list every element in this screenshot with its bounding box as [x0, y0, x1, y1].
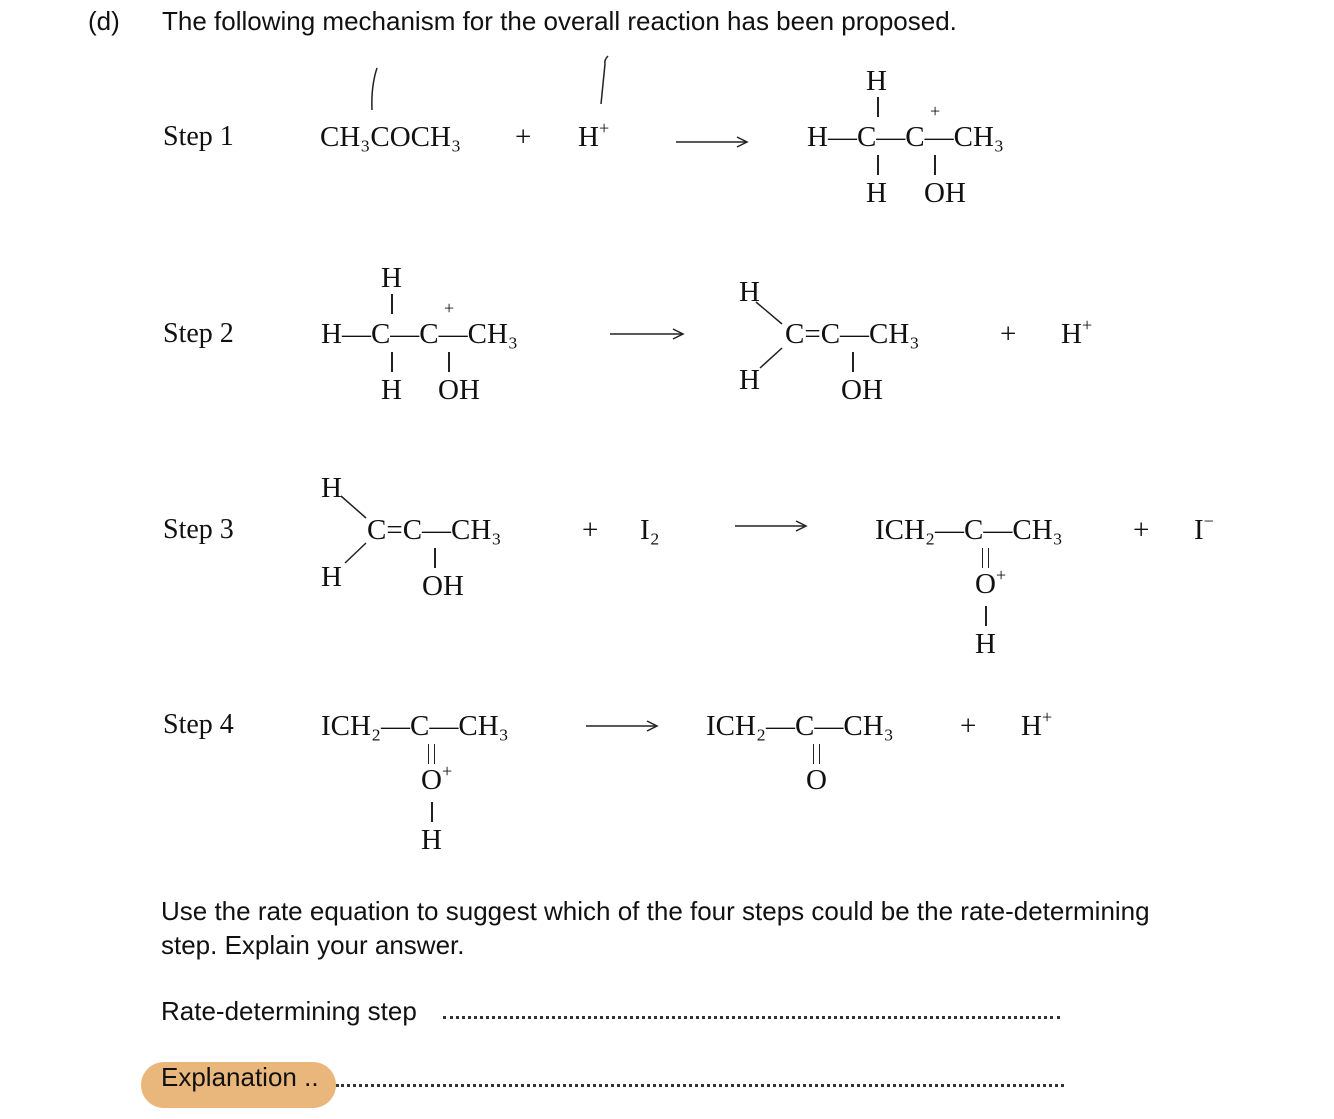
step2-reactant-charge: +: [444, 298, 455, 318]
arrow-step4: [586, 721, 657, 731]
step2-reactant-bottom-h: H: [381, 374, 402, 406]
explanation-answer-line[interactable]: [336, 1084, 1064, 1087]
step3-label: Step 3: [163, 514, 234, 545]
arrow-step2: [610, 329, 683, 339]
step4-reactant-double-bond: [428, 744, 435, 764]
step2-reactant-bond-bottom-h: [391, 352, 393, 372]
step2-product-proton: H+: [1061, 315, 1093, 350]
step4-product-double-bond: [813, 744, 820, 764]
pen-mark-1: [372, 68, 377, 110]
step3-plus1: +: [582, 514, 599, 546]
step4-reactant-main: ICH₂—C—CH₃: [321, 710, 509, 742]
prompt-line-2: step. Explain your answer.: [161, 930, 465, 960]
step2-reactant-bond-top: [391, 294, 393, 314]
rds-label: Rate-determining step: [161, 996, 417, 1026]
step1-product-oh: OH: [924, 177, 966, 209]
step2-product-upper-h: H: [739, 276, 760, 308]
step3-reactant-lower-h: H: [321, 561, 342, 593]
step4-product-main: ICH₂—C—CH₃: [706, 710, 894, 742]
step1-product-bottom-h: H: [866, 177, 887, 209]
step2-product-bond-oh: [852, 352, 854, 372]
step1-reactant-proton: H+: [578, 118, 610, 153]
bond-lower-h-step3: [345, 543, 366, 563]
step4-product-proton: H+: [1021, 707, 1053, 742]
intro-text: The following mechanism for the overall reaction has been proposed.: [162, 6, 957, 36]
part-label: (d): [88, 6, 120, 36]
step3-product-bond-oh: [985, 606, 987, 626]
step1-product-bond-bottom-h: [877, 155, 879, 175]
step2-reactant-main: H—C—C—CH₃: [321, 318, 519, 350]
step4-plus: +: [960, 710, 977, 742]
step3-reactant-iodine: I₂: [640, 514, 660, 546]
step3-reactant-main: C=C—CH₃: [367, 514, 502, 546]
step1-label: Step 1: [163, 121, 234, 152]
step3-reactant-upper-h: H: [321, 472, 342, 504]
step3-reactant-oh: OH: [422, 570, 464, 602]
bond-upper-h-step3: [341, 496, 366, 518]
step4-label: Step 4: [163, 709, 234, 740]
explanation-label: Explanation ..: [161, 1062, 319, 1092]
step4-product-oxygen: O: [806, 764, 827, 796]
step2-reactant-top-h: H: [381, 262, 402, 294]
step4-reactant-bond-oh: [431, 802, 433, 822]
step1-product-bond-top: [877, 97, 879, 117]
step1-product-charge: +: [930, 101, 941, 121]
step2-product-oh: OH: [841, 374, 883, 406]
step1-plus: +: [515, 121, 532, 153]
prompt-line-1: Use the rate equation to suggest which of the four steps could be the rate-determining: [161, 896, 1150, 926]
step3-product-double-bond: [982, 548, 989, 568]
arrow-step3: [735, 521, 806, 531]
step3-product-h: H: [975, 628, 996, 660]
step2-product-lower-h: H: [739, 364, 760, 396]
pen-mark-2: [601, 56, 608, 104]
step3-product-main: ICH₂—C—CH₃: [875, 514, 1063, 546]
step4-reactant-h: H: [421, 824, 442, 856]
step3-product-oxygen: O+: [975, 565, 1007, 600]
step4-reactant-oxygen: O+: [421, 761, 453, 796]
step2-reactant-bond-bottom-oh: [448, 352, 450, 372]
step1-product-bond-bottom-oh: [934, 155, 936, 175]
step1-reactant-acetone: CH₃COCH₃: [320, 121, 462, 153]
arrow-step1: [676, 137, 747, 147]
step3-product-iodide: I−: [1194, 511, 1214, 546]
step3-reactant-bond-oh: [434, 548, 436, 568]
step3-plus2: +: [1133, 514, 1150, 546]
rds-answer-line[interactable]: [443, 1016, 1060, 1019]
step2-product-main: C=C—CH₃: [785, 318, 920, 350]
step2-label: Step 2: [163, 318, 234, 349]
bond-lower-h-step2: [760, 348, 782, 368]
step2-reactant-oh: OH: [438, 374, 480, 406]
step1-product-top-h: H: [866, 65, 887, 97]
step2-plus: +: [1000, 318, 1017, 350]
step1-product-main: H—C—C—CH₃: [807, 121, 1005, 153]
